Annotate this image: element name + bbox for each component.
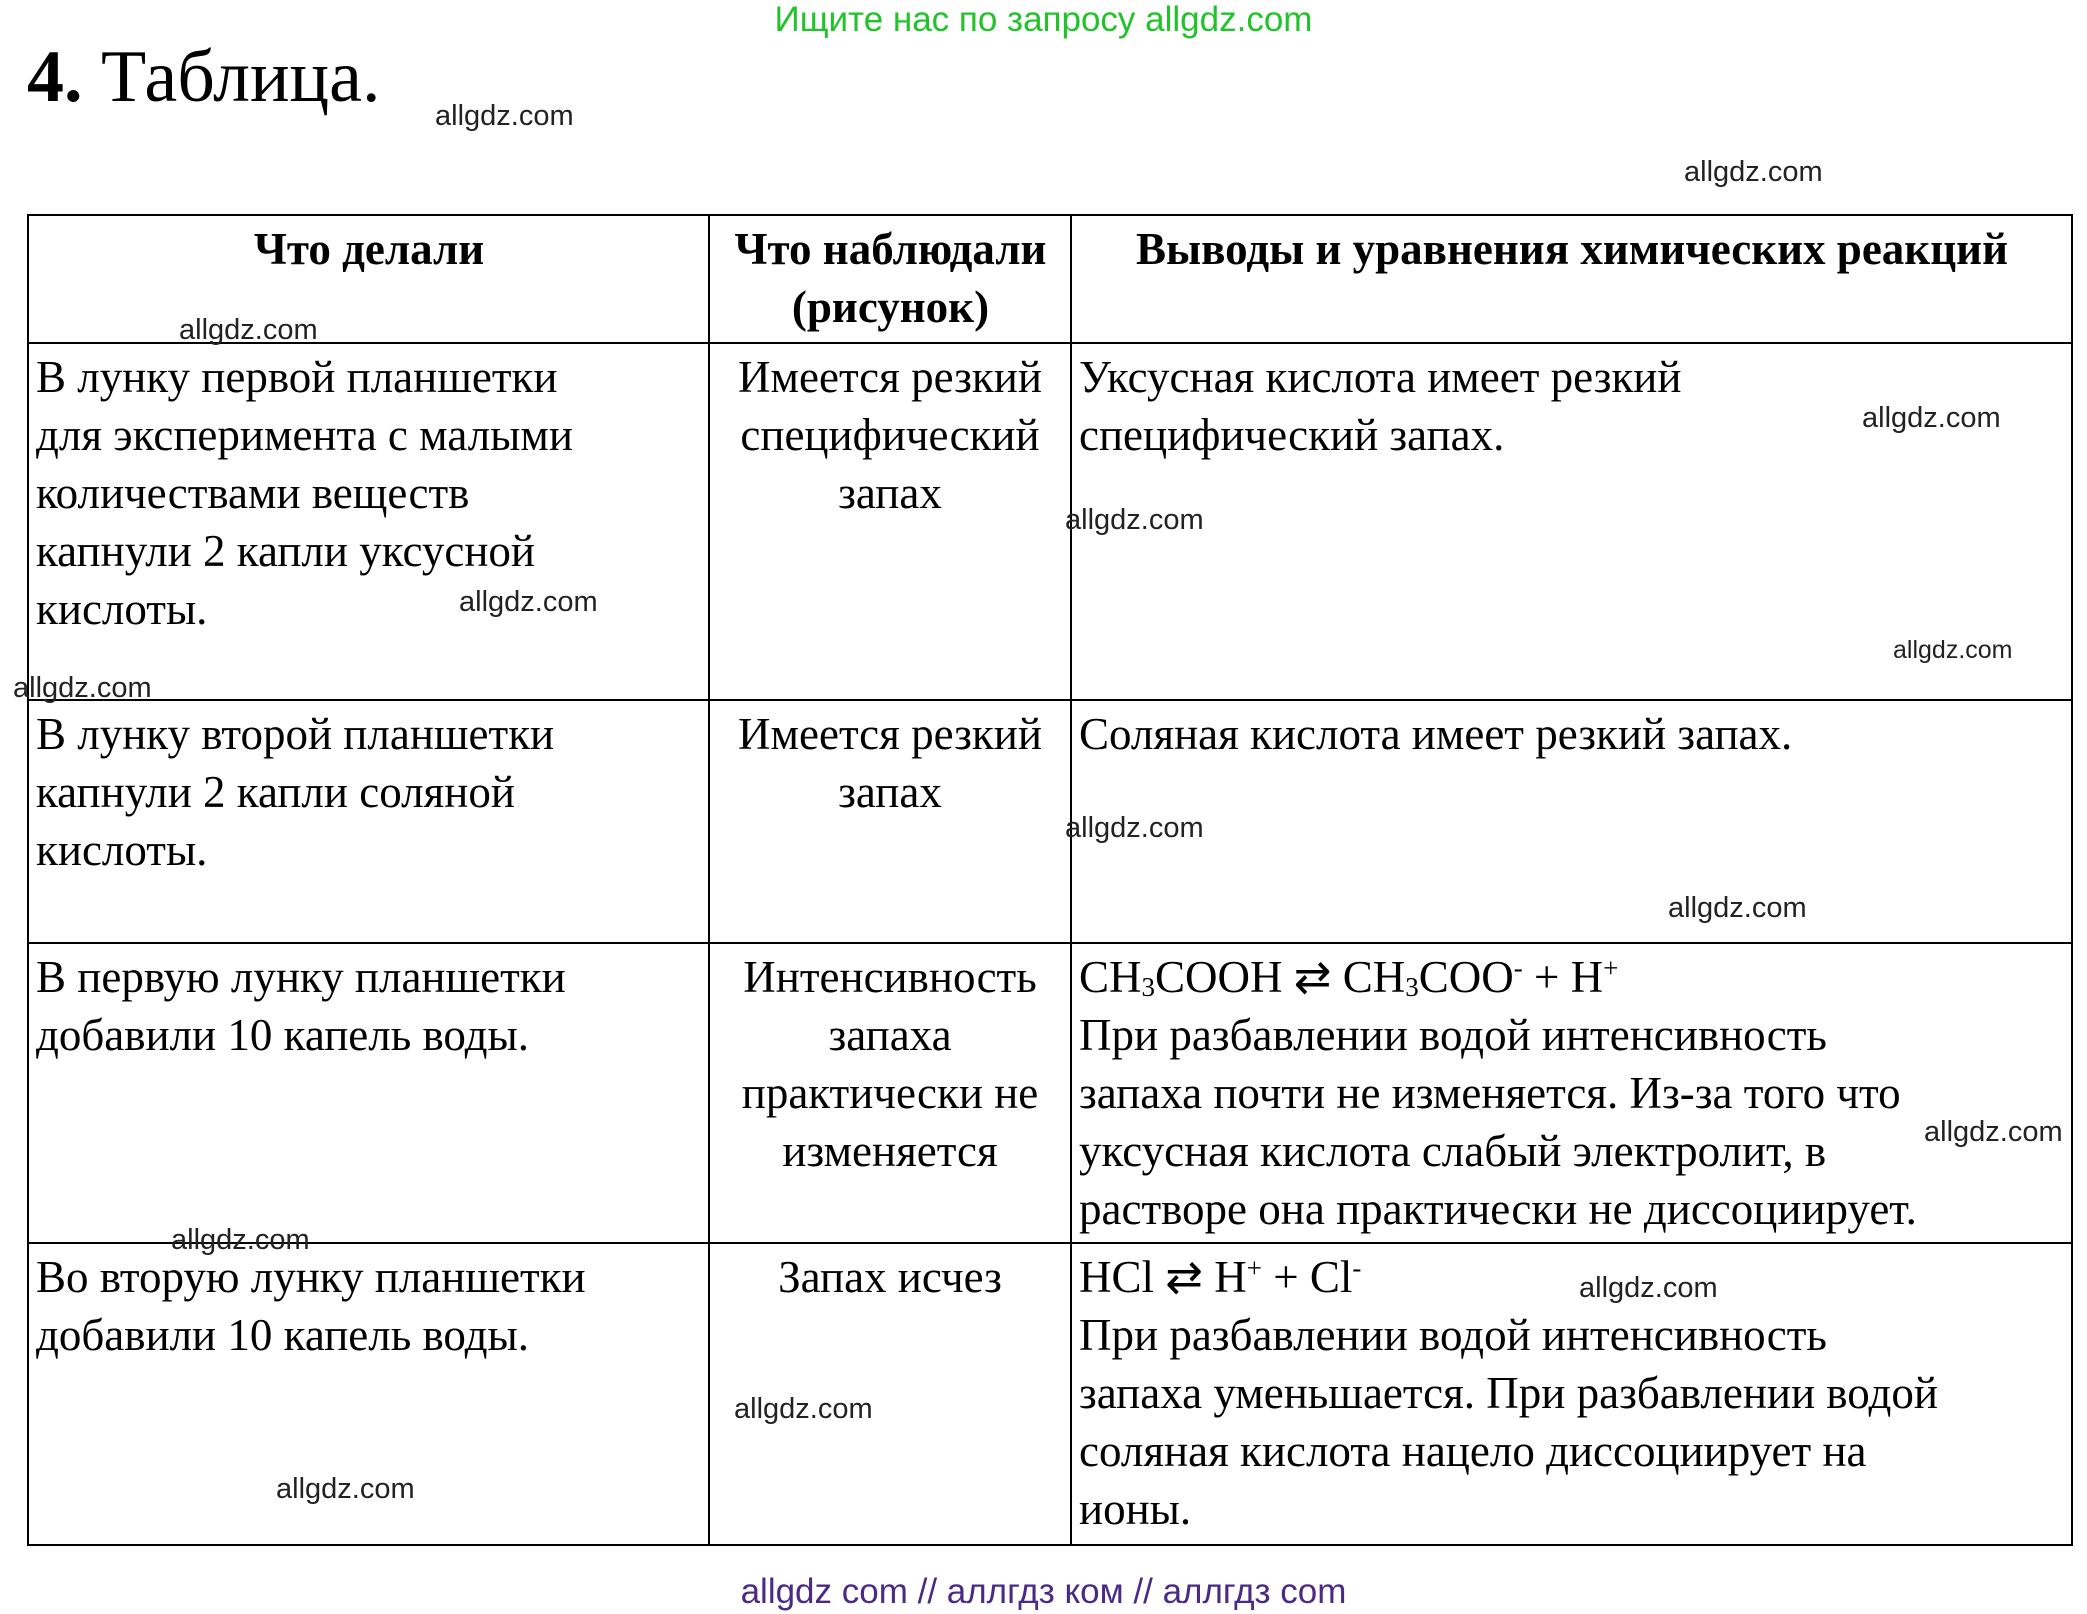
text-line: запаха <box>828 1010 952 1060</box>
text-line: кислоты. <box>36 825 208 875</box>
text-line: Уксусная кислота имеет резкий <box>1079 352 1682 402</box>
charge-superscript: + <box>1246 1253 1262 1284</box>
text-line: добавили 10 капель воды. <box>36 1010 530 1060</box>
text-line: специфический запах. <box>1079 410 1505 460</box>
page-title <box>27 36 381 118</box>
footer-links[interactable]: allgdz com // аллгдз ком // аллгдз com <box>740 1572 1347 1611</box>
search-banner[interactable]: Ищите нас по запросу allgdz.com <box>774 0 1313 39</box>
cell-observed <box>709 700 1071 943</box>
cell-observed <box>709 943 1071 1243</box>
text-line: запах <box>838 767 942 817</box>
cell-what-done <box>28 943 709 1243</box>
watermark: allgdz.com <box>1924 1116 2063 1148</box>
subscript: 3 <box>1141 972 1156 1003</box>
header-observed <box>709 215 1071 343</box>
text-line: изменяется <box>782 1126 998 1176</box>
text-line: запаха почти не изменяется. Из-за того что <box>1079 1068 1901 1118</box>
results-table <box>27 214 2073 1546</box>
watermark: allgdz.com <box>276 1473 415 1505</box>
equation-text: CH <box>1079 952 1142 1002</box>
text-line: Интенсивность <box>743 952 1037 1002</box>
header-line: Что наблюдали <box>734 224 1047 274</box>
watermark: allgdz.com <box>1862 402 2001 434</box>
equation-text: COO <box>1418 952 1514 1002</box>
text-line: кислоты. <box>36 584 208 634</box>
text-line: количествами веществ <box>36 468 470 518</box>
task-number: 4. <box>27 36 83 118</box>
cell-what-done <box>28 700 709 943</box>
watermark: allgdz.com <box>171 1224 310 1256</box>
subscript: 3 <box>1405 972 1419 1003</box>
text-line: Во вторую лунку планшетки <box>36 1252 586 1302</box>
cell-conclusion <box>1071 700 2072 943</box>
text-line: запах <box>838 468 942 518</box>
watermark: allgdz.com <box>459 586 598 618</box>
table-header-row <box>28 215 2072 343</box>
header-conclusions <box>1071 215 2072 343</box>
cell-what-done <box>28 343 709 700</box>
watermark: allgdz.com <box>1684 156 1823 188</box>
header-line: (рисунок) <box>791 282 990 332</box>
watermark: allgdz.com <box>179 314 318 346</box>
watermark: allgdz.com <box>1579 1272 1718 1304</box>
equation-text: + Cl <box>1261 1252 1353 1302</box>
header-what-done <box>28 215 709 343</box>
text-line: Имеется резкий <box>738 709 1042 759</box>
title-text: Таблица. <box>82 36 381 118</box>
header-line: Что делали <box>253 224 485 274</box>
text-line: В лунку первой планшетки <box>36 352 558 402</box>
text-line: ионы. <box>1079 1484 1192 1534</box>
text-line: уксусная кислота слабый электролит, в <box>1079 1126 1827 1176</box>
text-line: Имеется резкий <box>738 352 1042 402</box>
header-line: Выводы и уравнения химических реакций <box>1135 224 2009 274</box>
equation-text: COOH ⇄ CH <box>1155 952 1406 1002</box>
text-line: для эксперимента с малыми <box>36 410 573 460</box>
table-row <box>28 943 2072 1243</box>
text-line: При разбавлении водой интенсивность <box>1079 1010 1827 1060</box>
reaction-equation <box>1079 948 2065 1006</box>
text-line: растворе она практически не диссоциирует. <box>1079 1184 1917 1234</box>
text-line: добавили 10 капель воды. <box>36 1310 530 1360</box>
text-line: В первую лунку планшетки <box>36 952 566 1002</box>
cell-conclusion <box>1071 943 2072 1243</box>
text-line: практически не <box>741 1068 1039 1118</box>
text-line: специфический <box>740 410 1040 460</box>
equation-text: HCl ⇄ H <box>1079 1252 1247 1302</box>
watermark: allgdz.com <box>1893 636 2013 664</box>
equation-text: + H <box>1522 952 1604 1002</box>
text-line: соляная кислота нацело диссоциирует на <box>1079 1426 1867 1476</box>
text-line: В лунку второй планшетки <box>36 709 555 759</box>
charge-superscript: - <box>1513 953 1523 984</box>
watermark: allgdz.com <box>1668 892 1807 924</box>
watermark: allgdz.com <box>734 1393 873 1425</box>
watermark: allgdz.com <box>435 100 574 132</box>
charge-superscript: + <box>1603 953 1619 984</box>
charge-superscript: - <box>1352 1253 1362 1284</box>
text-line: запаха уменьшается. При разбавлении водой <box>1079 1368 1938 1418</box>
watermark: allgdz.com <box>1065 812 1204 844</box>
watermark: allgdz.com <box>13 672 152 704</box>
text-line: капнули 2 капли уксусной <box>36 526 535 576</box>
cell-observed <box>709 343 1071 700</box>
watermark: allgdz.com <box>1065 504 1204 536</box>
text-line: При разбавлении водой интенсивность <box>1079 1310 1827 1360</box>
text-line: Запах исчез <box>778 1252 1002 1302</box>
reaction-equation <box>1079 1248 2065 1306</box>
text-line: Соляная кислота имеет резкий запах. <box>1079 709 1793 759</box>
cell-conclusion <box>1071 1243 2072 1545</box>
table-row <box>28 343 2072 700</box>
text-line: капнули 2 капли соляной <box>36 767 515 817</box>
